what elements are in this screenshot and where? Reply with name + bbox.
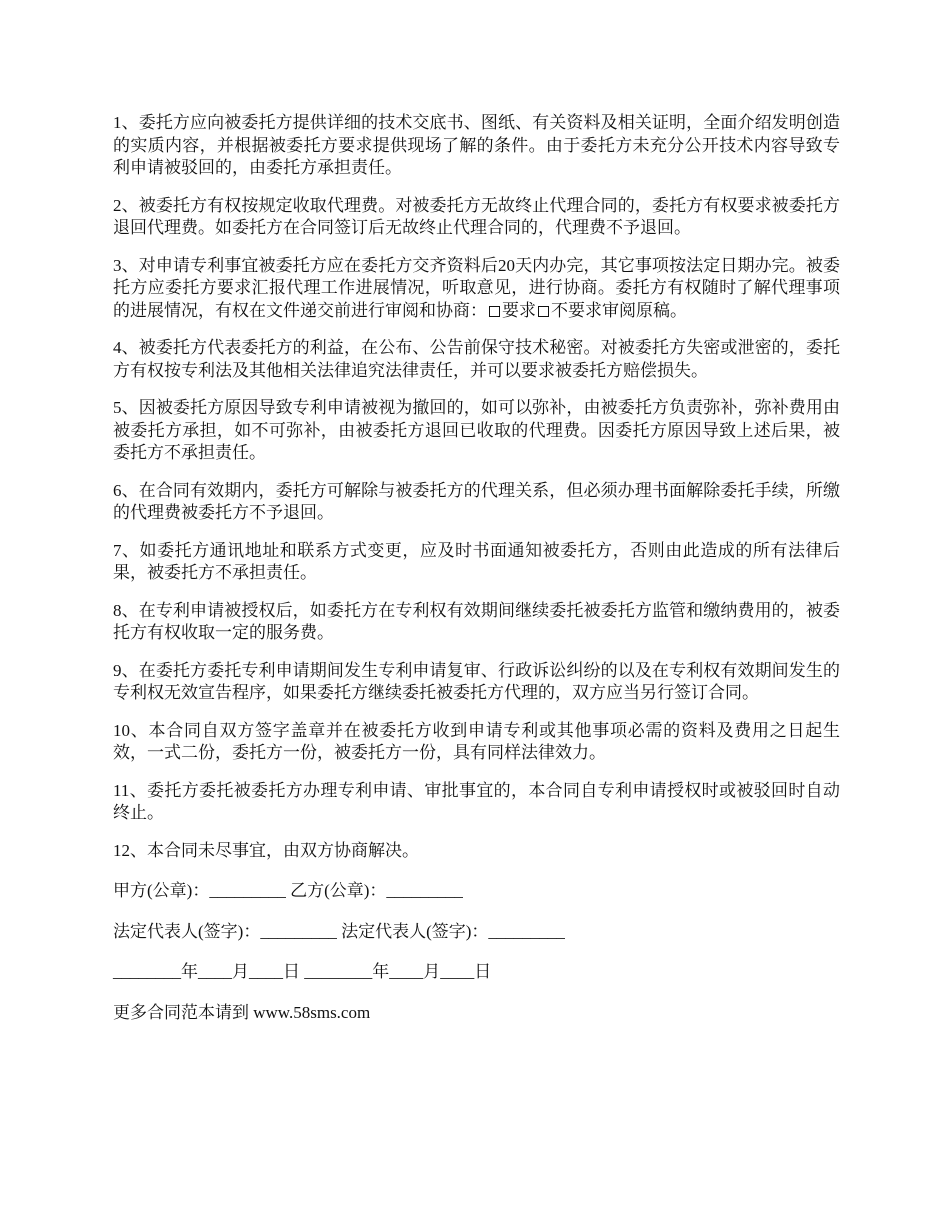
clause-8: 8、在专利申请被授权后，如委托方在专利权有效期间继续委托被委托方监管和缴纳费用的，被委托方有权收取一定的服务费。 bbox=[113, 600, 840, 642]
clause-11: 11、委托方委托被委托方办理专利申请、审批事宜的，本合同自专利申请授权时或被驳回时自动终止。 bbox=[113, 780, 840, 822]
clause-2: 2、被委托方有权按规定收取代理费。对被委托方无故终止代理合同的，委托方有权要求被委托方退回代理费。如委托方在合同签订后无故终止代理合同的，代理费不予退回。 bbox=[113, 195, 840, 237]
clause-12: 12、本合同未尽事宜，由双方协商解决。 bbox=[113, 840, 419, 860]
clause-1: 1、委托方应向被委托方提供详细的技术交底书、图纸、有关资料及相关证明，全面介绍发明创造的实质内容，并根据被委托方要求提供现场了解的条件。由于委托方未充分公开技术内容导致专利申请被驳回的，由委托方承担责任。 bbox=[113, 113, 840, 177]
clause-4: 4、被委托方代表委托方的利益，在公布、公告前保守技术秘密。对被委托方失密或泄密的，委托方有权按专利法及其他相关法律追究法律责任，并可以要求被委托方赔偿损失。 bbox=[113, 338, 840, 380]
clause-6: 6、在合同有效期内，委托方可解除与被委托方的代理关系，但必须办理书面解除委托手续，所缴的代理费被委托方不予退回。 bbox=[113, 480, 840, 522]
option-require-label: 要求 bbox=[502, 300, 536, 320]
footer-note: 更多合同范本请到 www.58sms.com bbox=[113, 1002, 371, 1022]
party-seal-line: 甲方(公章)：_________ 乙方(公章)：_________ bbox=[113, 881, 463, 900]
contract-page bbox=[113, 112, 840, 1024]
clause-3-text: 3、对申请专利事宜被委托方应在委托方交齐资料后20天内办完，其它事项按法定日期办完。被委托方应委托方要求汇报代理工作进展情况，听取意见，进行协商。委托方有权随时了解代理事项的进展情况，有权在文件递交前进行审阅和协商： bbox=[113, 255, 840, 320]
option-not-require-label: 不要求审阅原稿。 bbox=[551, 300, 687, 320]
checkbox-icon bbox=[538, 306, 549, 317]
clause-5: 5、因被委托方原因导致专利申请被视为撤回的，如可以弥补，由被委托方负责弥补，弥补费用由被委托方承担，如不可弥补，由被委托方退回已收取的代理费。因委托方原因导致上述后果，被委托方不承担责任。 bbox=[113, 398, 840, 462]
clause-9: 9、在委托方委托专利申请期间发生专利申请复审、行政诉讼纠纷的以及在专利权有效期间发生的专利权无效宣告程序，如果委托方继续委托被委托方代理的，双方应当另行签订合同。 bbox=[113, 660, 840, 702]
clause-7: 7、如委托方通讯地址和联系方式变更，应及时书面通知被委托方，否则由此造成的所有法律后果，被委托方不承担责任。 bbox=[113, 540, 840, 582]
checkbox-icon bbox=[489, 306, 500, 317]
signing-date-line: ________年____月____日 ________年____月____日 bbox=[113, 962, 492, 981]
clause-10: 10、本合同自双方签字盖章并在被委托方收到申请专利或其他事项必需的资料及费用之日起生效，一式二份，委托方一份，被委托方一份，具有同样法律效力。 bbox=[113, 720, 840, 762]
legal-representative-line: 法定代表人(签字)：_________ 法定代表人(签字)：_________ bbox=[113, 921, 565, 941]
clause-3 bbox=[113, 255, 840, 323]
